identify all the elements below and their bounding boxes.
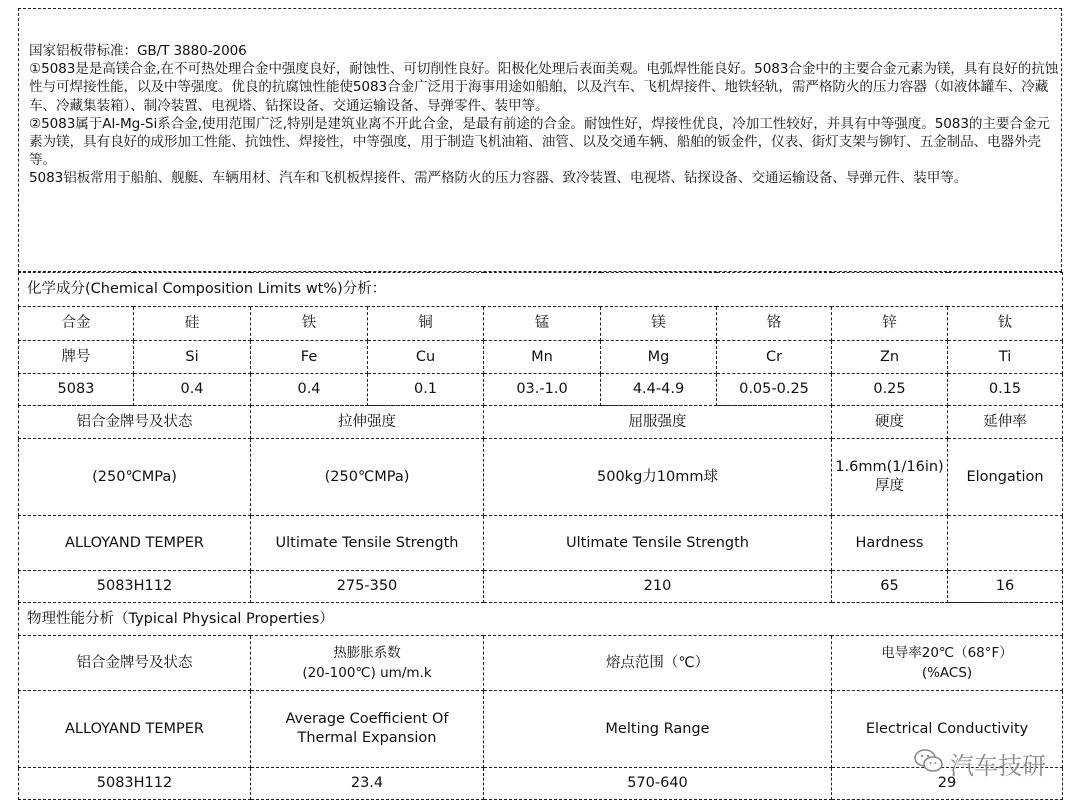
cell: 29 (832, 768, 1063, 800)
cell: Electrical Conductivity (832, 691, 1063, 768)
cell: 275-350 (251, 571, 484, 603)
cell: 镁 (601, 307, 717, 341)
cell: 延伸率 (948, 406, 1063, 439)
cell: Cr (717, 341, 832, 374)
cell: 铜 (368, 307, 484, 341)
cell: Ti (948, 341, 1063, 374)
cell: 铝合金牌号及状态 (19, 636, 251, 691)
conductivity-unit: (%ACS) (921, 665, 973, 681)
cell: 0.4 (251, 374, 368, 406)
cell: 钛 (948, 307, 1063, 341)
cell: 210 (484, 571, 832, 603)
cell: 熔点范围（℃） (484, 636, 832, 691)
cell: 合金 (19, 307, 134, 341)
intro-text (29, 42, 1059, 188)
cell: 硬度 (832, 406, 948, 439)
cell: 铝合金牌号及状态 (19, 406, 251, 439)
mech-header-en (19, 516, 1063, 571)
phys-header-cn (19, 636, 1063, 691)
cell: Zn (832, 341, 948, 374)
mech-values (19, 571, 1063, 603)
cell: 16 (948, 571, 1063, 603)
cell: 锰 (484, 307, 601, 341)
chem-section-title: 化学成分(Chemical Composition Limits wt%)分析： (19, 273, 1063, 307)
chem-row-symbol (19, 341, 1063, 374)
intro-paragraph-3: 5083铝板常用于船舶、舰艇、车辆用材、汽车和飞机板焊接件、需严格防火的压力容器、致冷装置、电视塔、钻探设备、交通运输设备、导弹元件、装甲等。 (29, 170, 968, 187)
thermal-expansion-unit: (20-100℃) um/m.k (302, 665, 432, 681)
cell (251, 636, 484, 691)
cell: ALLOYAND TEMPER (19, 516, 251, 571)
intro-box (18, 8, 1062, 272)
cell: Hardness (832, 516, 948, 571)
cell: (250℃MPa) (251, 439, 484, 516)
standard-line: 国家铝板带标准：GB/T 3880-2006 (29, 43, 247, 59)
physical-properties-table (18, 602, 1063, 800)
mech-header-unit (19, 439, 1063, 516)
phys-section-title: 物理性能分析（Typical Physical Properties） (19, 603, 1063, 636)
intro-paragraph-1: ①5083是是高镁合金,在不可热处理合金中强度良好，耐蚀性、可切削性良好。阳极化处理后表面美观。电弧焊性能良好。5083合金中的主要合金元素为镁，具有良好的抗蚀性与可焊接性能，以及中等强度。优良的抗腐蚀性能使5083合金广泛用于海事用途如船舶，以及汽车、飞机焊接件、地铁轻轨，需严格防火的压力容器（如液体罐车、冷藏车、冷藏集装箱）、制冷装置、电视塔、钻探设备、交通运输设备、导弹零件、装甲等。 (29, 61, 1059, 114)
cell: 65 (832, 571, 948, 603)
cell: 锌 (832, 307, 948, 341)
thermal-expansion-label: 热膨胀系数 (333, 645, 401, 661)
cell: Cu (368, 341, 484, 374)
watermark (914, 746, 1046, 781)
cell: 牌号 (19, 341, 134, 374)
cell: 0.05-0.25 (717, 374, 832, 406)
wechat-icon (914, 748, 950, 780)
cell: 0.25 (832, 374, 948, 406)
cell: 硅 (134, 307, 251, 341)
cell: Fe (251, 341, 368, 374)
cell: Melting Range (484, 691, 832, 768)
cell: 03.-1.0 (484, 374, 601, 406)
chem-row-cn (19, 307, 1063, 341)
mech-header-cn (19, 406, 1063, 439)
cell: Si (134, 341, 251, 374)
cell: 0.4 (134, 374, 251, 406)
chemical-composition-table (18, 272, 1063, 406)
cell (832, 636, 1063, 691)
cell: 0.1 (368, 374, 484, 406)
watermark-text: 汽车技研 (950, 752, 1046, 780)
cell: (250℃MPa) (19, 439, 251, 516)
cell: 5083H112 (19, 571, 251, 603)
cell: Mn (484, 341, 601, 374)
cell: 拉伸强度 (251, 406, 484, 439)
mechanical-properties-table (18, 405, 1063, 603)
cell: 1.6mm(1/16in)厚度 (832, 439, 948, 516)
cell: 铬 (717, 307, 832, 341)
chem-row-values (19, 374, 1063, 406)
cell: 铁 (251, 307, 368, 341)
cell (948, 516, 1063, 571)
cell: Ultimate Tensile Strength (251, 516, 484, 571)
cell: Average Coefficient Of Thermal Expansion (251, 691, 484, 768)
conductivity-label: 电导率20℃（68°F） (881, 645, 1013, 661)
phys-values (19, 768, 1063, 800)
cell: 5083H112 (19, 768, 251, 800)
intro-paragraph-2: ②5083属于Al-Mg-Si系合金,使用范围广泛,特别是建筑业离不开此合金，是最有前途的合金。耐蚀性好，焊接性优良，冷加工性较好，并具有中等强度。5083的主要合金元素为镁，具有良好的成形加工性能、抗蚀性、焊接性，中等强度，用于制造飞机油箱、油管、以及交通车辆、船舶的钣金件，仪表、街灯支架与铆钉、五金制品、电器外壳等。 (29, 115, 1050, 169)
cell: 500kg力10mm球 (484, 439, 832, 516)
cell: 23.4 (251, 768, 484, 800)
cell: Ultimate Tensile Strength (484, 516, 832, 571)
cell: 570-640 (484, 768, 832, 800)
phys-header-en (19, 691, 1063, 768)
cell: 4.4-4.9 (601, 374, 717, 406)
cell: ALLOYAND TEMPER (19, 691, 251, 768)
cell: Elongation (948, 439, 1063, 516)
cell: Mg (601, 341, 717, 374)
cell: 屈服强度 (484, 406, 832, 439)
cell: 0.15 (948, 374, 1063, 406)
cell: 5083 (19, 374, 134, 406)
